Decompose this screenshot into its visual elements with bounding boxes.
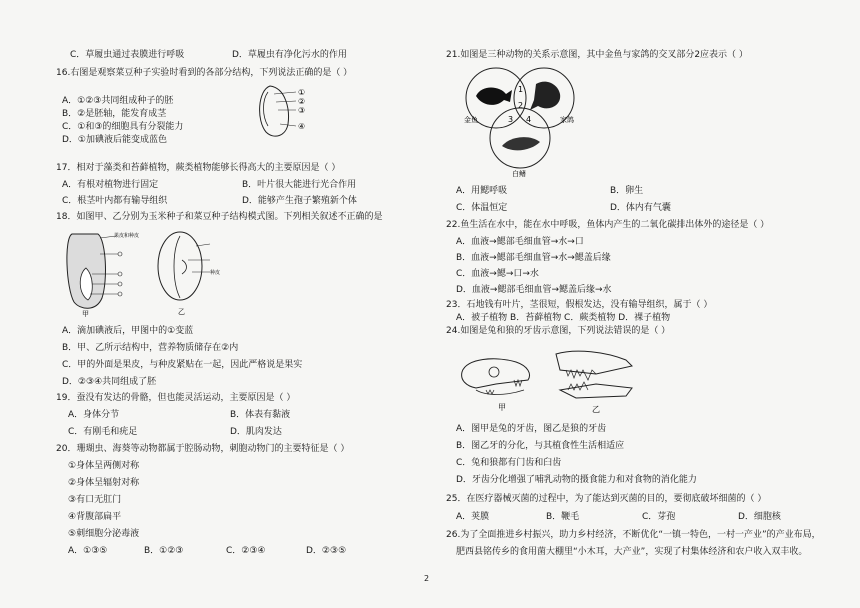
bean-label-3: ③ (298, 106, 306, 115)
q23-options: A．被子植物 B．苔藓植物 C．蕨类植物 D．裸子植物 (456, 313, 671, 323)
venn-label-dolphin: 白鳍 (512, 170, 526, 178)
q18-option-a: A．滴加碘液后，甲图中的①变蓝 (62, 326, 194, 336)
q20-item-3: ③有口无肛门 (68, 495, 122, 505)
q20-item-1: ①身体呈两侧对称 (68, 461, 140, 471)
q19-stem: 19．蚕没有发达的骨骼，但也能灵活运动，主要原因是（ ） (56, 393, 296, 403)
teeth-caption-yi: 乙 (592, 405, 600, 414)
bean-caption: 乙 (178, 308, 185, 316)
venn-label-pigeon: 家鸽 (560, 116, 574, 124)
q21-option-c: C．体温恒定 (456, 203, 508, 213)
q16-option-c: C．①和③的细胞具有分裂能力 (62, 122, 184, 132)
venn-figure (460, 62, 586, 180)
q19-option-b: B．体表有黏液 (230, 410, 291, 420)
q22-option-b: B．血液→鳃部毛细血管→水→鳃盖后缘 (456, 253, 611, 263)
q20-option-c: C．②③④ (226, 546, 266, 556)
q24-option-b: B．图乙牙的分化，与其植食性生活相适应 (456, 441, 625, 451)
q21-option-b: B．卵生 (610, 186, 644, 196)
bean-seedcoat-label: 种皮 (210, 270, 221, 276)
q16-option-d: D．①加碘液后能变成蓝色 (62, 135, 167, 145)
q19-option-d: D．肌肉发达 (230, 427, 282, 437)
q23-stem: 23．石地钱有叶片，茎很短，假根发达，没有输导组织，属于（ ） (446, 300, 713, 310)
corn-caption: 甲 (82, 310, 89, 318)
q25-option-c: C．芽孢 (642, 512, 676, 522)
venn-number-1: 1 (518, 85, 524, 94)
q18-option-d: D．②③④共同组成了胚 (62, 377, 157, 387)
q18-stem: 18．如图甲、乙分别为玉米种子和菜豆种子结构模式图。下列相关叙述不正确的是 (56, 212, 383, 222)
q18-option-b: B．甲、乙所示结构中，营养物质储存在②内 (62, 343, 239, 353)
q21-stem: 21.如图是三种动物的关系示意图，其中金鱼与家鸽的交叉部分2应表示（ ） (446, 50, 748, 60)
q19-option-a: A．身体分节 (68, 410, 120, 420)
q17-option-b: B．叶片很大能进行光合作用 (242, 180, 357, 190)
q17-stem: 17．相对于藻类和苔藓植物，蕨类植物能够长得高大的主要原因是（ ） (56, 163, 341, 173)
q17-option-c: C．根茎叶内都有输导组织 (62, 196, 168, 206)
goldfish-icon (476, 88, 512, 105)
q22-option-c: C．血液→鳃→口→水 (456, 269, 539, 279)
q16-option-b: B．②是胚轴，能发育成茎 (62, 109, 167, 119)
teeth-figure (456, 344, 656, 416)
q20-option-d: D．②③⑤ (306, 546, 347, 556)
q22-stem: 22.鱼生活在水中，能在水中呼吸，鱼体内产生的二氧化碳排出体外的途径是（ ） (446, 220, 770, 230)
q15-option-d: D．草履虫有净化污水的作用 (232, 50, 347, 60)
dolphin-icon (502, 137, 540, 150)
bean-label-1: ① (298, 88, 306, 97)
q21-option-a: A．用鳃呼吸 (456, 186, 508, 196)
q24-option-d: D．牙齿分化增强了哺乳动物的摄食能力和对食物的消化能力 (456, 475, 697, 485)
venn-number-2: 2 (518, 101, 524, 110)
q25-option-b: B．鞭毛 (546, 512, 580, 522)
q16-option-a: A．①②③共同组成种子的胚 (62, 96, 174, 106)
q15-option-c: C．草履虫通过表膜进行呼吸 (70, 50, 185, 60)
venn-number-4: 4 (526, 115, 532, 124)
page-number: 2 (424, 574, 430, 583)
bean-seed-figure (252, 80, 316, 142)
q19-option-c: C．有刚毛和疣足 (68, 427, 138, 437)
q22-option-a: A．血液→鳃部毛细血管→水→口 (456, 237, 584, 247)
venn-number-3: 3 (508, 115, 514, 124)
q21-option-d: D．体内有气囊 (610, 203, 671, 213)
corn-top-label: 果皮和种皮 (114, 233, 140, 239)
bean-seed-figure-b (152, 230, 232, 316)
q20-option-a: A．①③⑤ (68, 546, 108, 556)
q20-option-b: B．①②③ (144, 546, 184, 556)
bean-label-2: ② (298, 97, 306, 106)
bean-label-4: ④ (298, 122, 306, 131)
q17-option-a: A．有根对植物进行固定 (62, 180, 159, 190)
venn-label-fish: 金鱼 (464, 116, 478, 124)
corn-seed-figure (62, 228, 150, 318)
q22-option-d: D．血液→鳃部毛细血管→鳃盖后缘→水 (456, 285, 612, 295)
q20-item-2: ②身体呈辐射对称 (68, 478, 140, 488)
q16-stem: 16.右图是观察菜豆种子实验时看到的各部分结构，下列说法正确的是（ ） (56, 68, 353, 78)
q25-stem: 25．在医疗器械灭菌的过程中，为了能达到灭菌的目的，要彻底破坏细菌的（ ） (446, 494, 767, 504)
q17-option-d: D．能够产生孢子繁殖新个体 (242, 196, 357, 206)
pigeon-icon (530, 82, 560, 110)
q24-option-c: C．兔和狼都有门齿和臼齿 (456, 458, 562, 468)
q26-line-1: 26.为了全面推进乡村振兴，助力乡村经济，不断优化“一镇一特色，一村一产业”的产业布局， (446, 530, 821, 540)
q24-stem: 24.如图是兔和狼的牙齿示意图，下列说法错误的是（ ） (446, 326, 671, 336)
q25-option-d: D．细胞核 (738, 512, 781, 522)
q20-item-5: ⑤刺细胞分泌毒液 (68, 529, 140, 539)
q20-item-4: ④背腹部扁平 (68, 512, 122, 522)
q20-stem: 20．珊瑚虫、海葵等动物都属于腔肠动物，刺胞动物门的主要特征是（ ） (56, 444, 350, 454)
q18-option-c: C．甲的外面是果皮，与种皮紧贴在一起，因此严格说是果实 (62, 360, 303, 370)
q25-option-a: A．荚膜 (456, 512, 490, 522)
q26-line-2: 肥西县铭传乡的食用菌大棚里“小木耳，大产业”，实现了村集体经济和农户收入双丰收。 (456, 547, 808, 557)
teeth-caption-jia: 甲 (498, 403, 506, 412)
q24-option-a: A．图甲是兔的牙齿，图乙是狼的牙齿 (456, 424, 607, 434)
